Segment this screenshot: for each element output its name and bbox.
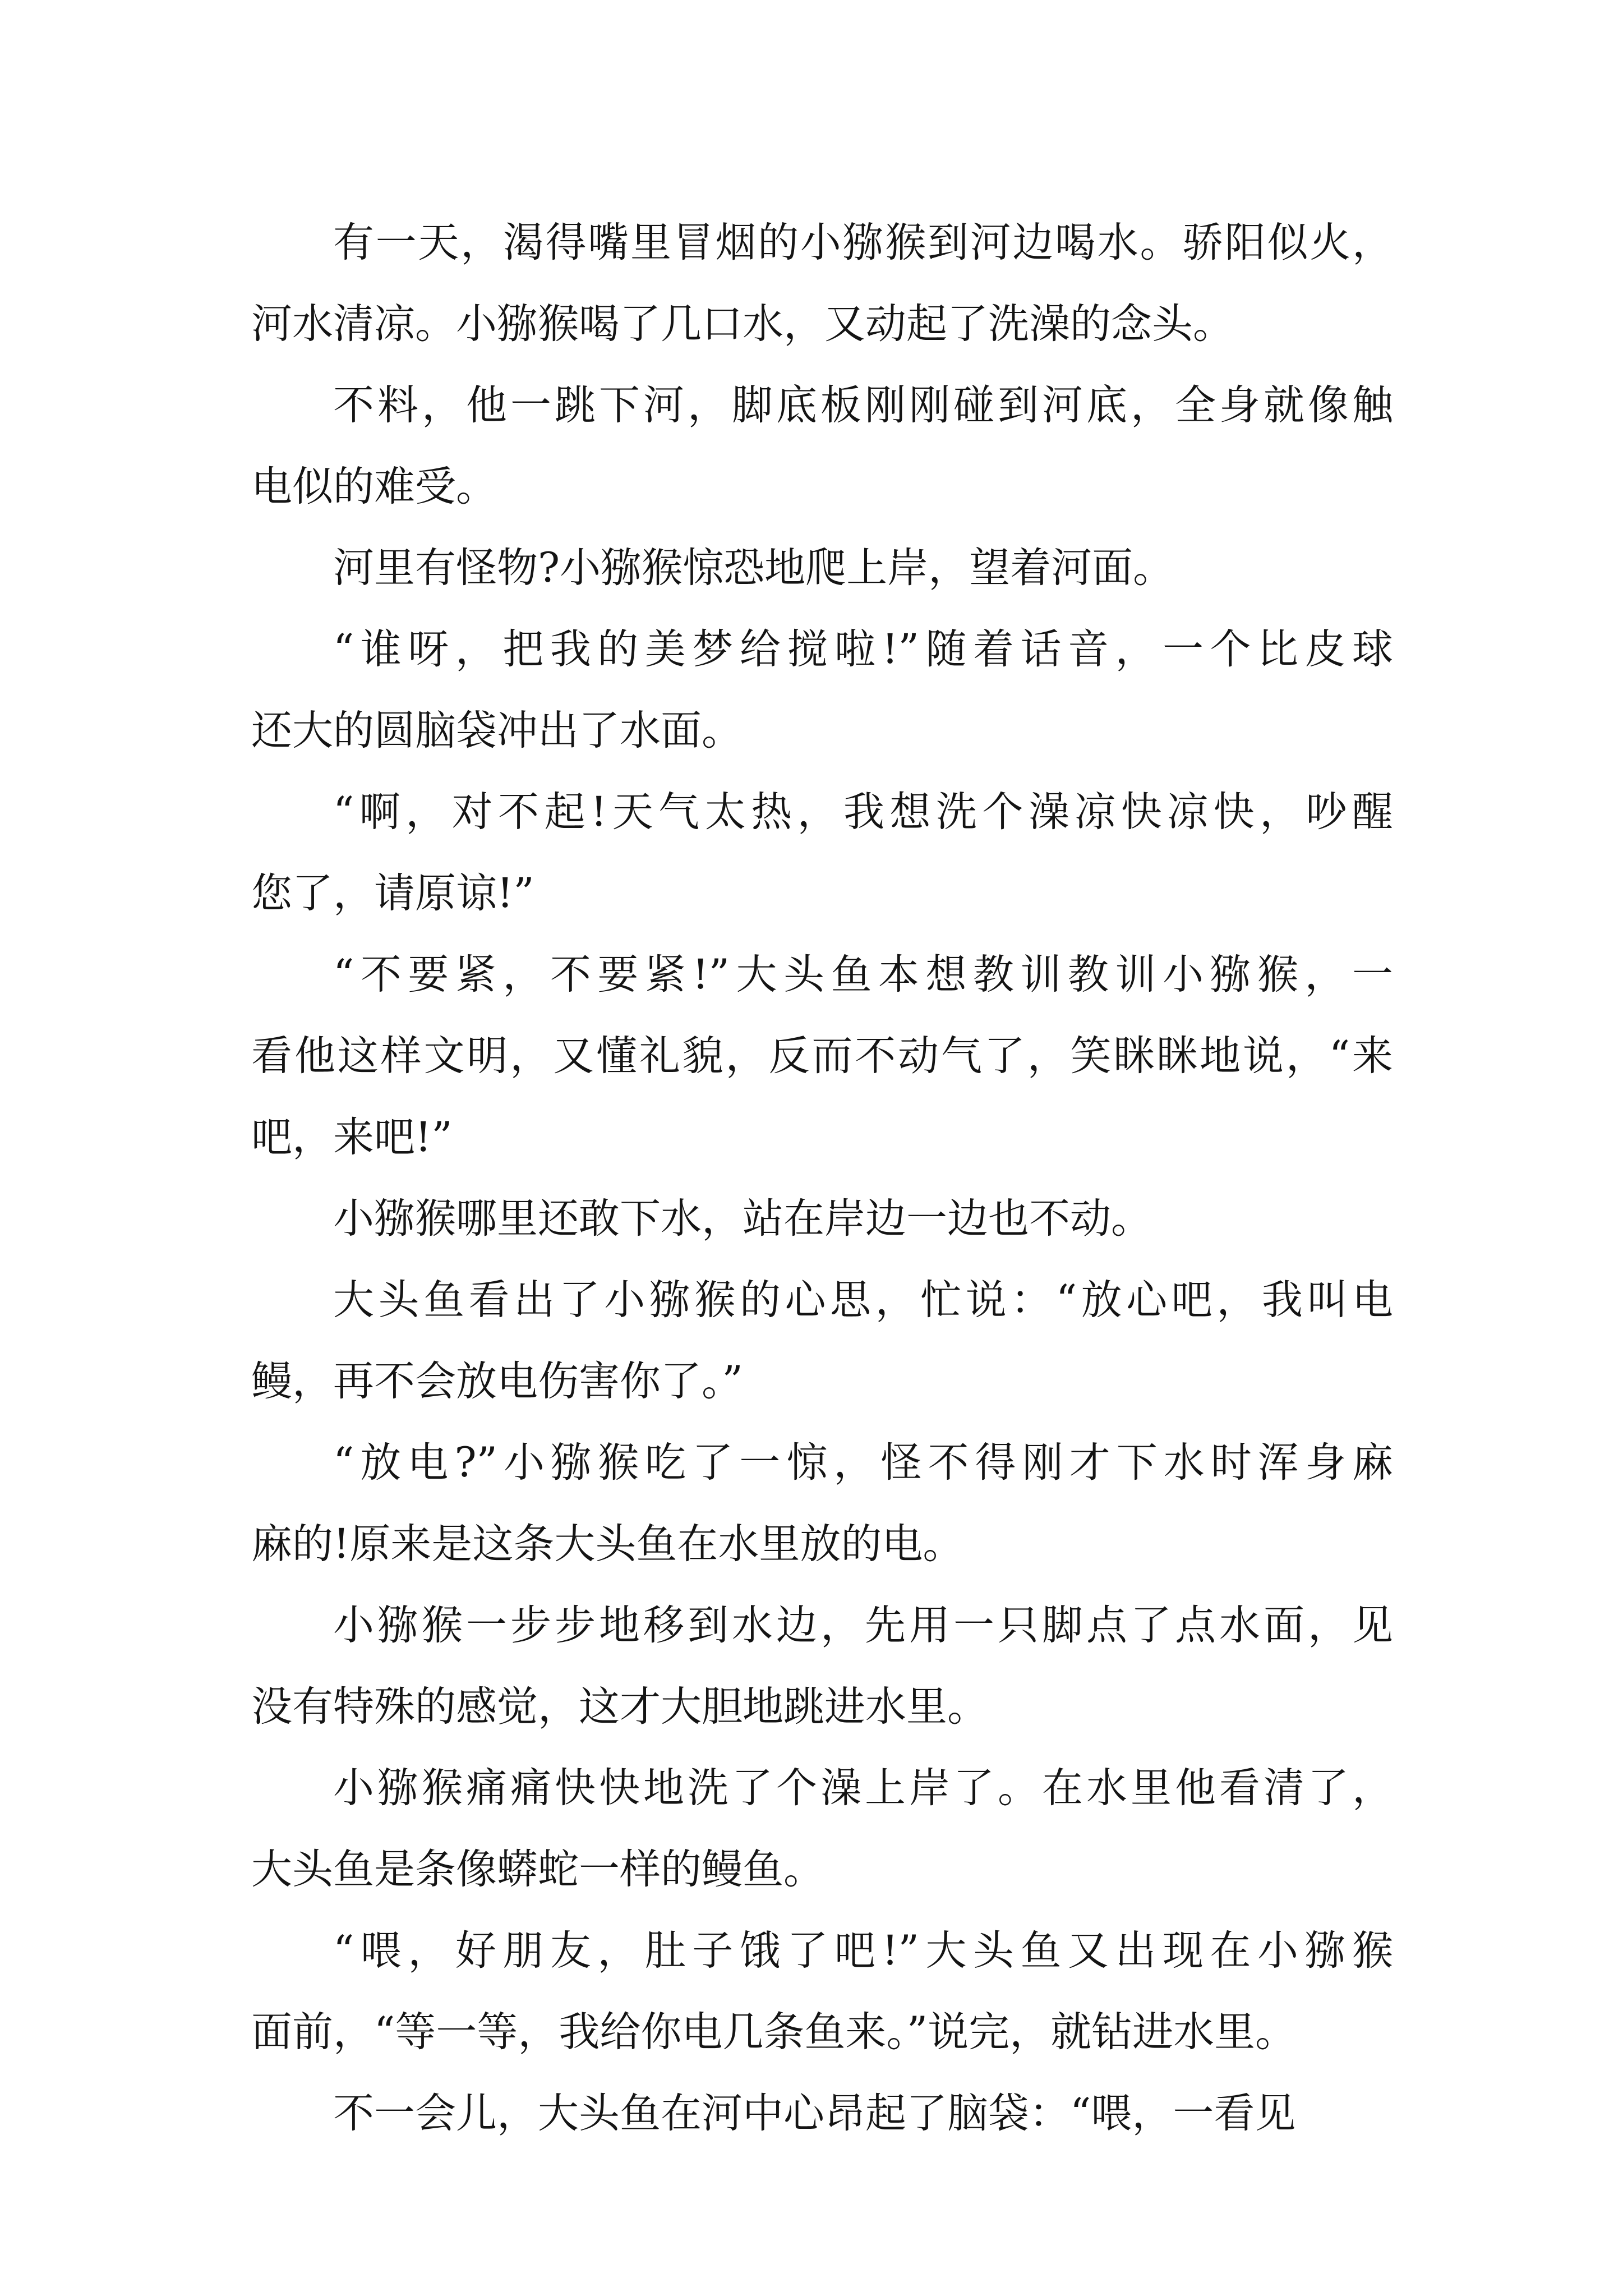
- text-line: “放电?”小猕猴吃了一惊，怪不得刚才下水时浑身麻: [333, 1439, 1393, 1487]
- text-line: 麻的!原来是这条大头鱼在水里放的电。: [251, 1520, 964, 1568]
- text-line: “喂，好朋友，肚子饿了吧!”大头鱼又出现在小猕猴: [333, 1927, 1393, 1975]
- text-line: 没有特殊的感觉，这才大胆地跳进水里。: [251, 1683, 988, 1731]
- text-line: 河水清凉。小猕猴喝了几口水，又动起了洗澡的念头。: [251, 300, 1234, 348]
- paragraph: [251, 934, 1393, 1178]
- paragraph: [251, 365, 1393, 527]
- text-line: 河里有怪物?小猕猴惊恐地爬上岸，望着河面。: [333, 544, 1174, 592]
- paragraph: [251, 2073, 1393, 2154]
- text-line: 不料，他一跳下河，脚底板刚刚碰到河底，全身就像触: [333, 381, 1393, 429]
- paragraph: [251, 1259, 1393, 1422]
- paragraph: [251, 609, 1393, 771]
- paragraph: [251, 1910, 1393, 2073]
- paragraph: [251, 771, 1393, 934]
- paragraph: [251, 1422, 1393, 1585]
- text-line: 小猕猴一步步地移到水边，先用一只脚点了点水面，见: [333, 1602, 1393, 1649]
- text-line: 大头鱼是条像蟒蛇一样的鳗鱼。: [251, 1846, 824, 1893]
- text-line: 还大的圆脑袋冲出了水面。: [251, 707, 743, 754]
- text-line: 鳗，再不会放电伤害你了。”: [251, 1358, 743, 1405]
- paragraph: [251, 1585, 1393, 1747]
- paragraph: [251, 1747, 1393, 1910]
- paragraph: [251, 527, 1393, 609]
- story-text: [251, 202, 1393, 2154]
- text-line: 吧，来吧!”: [251, 1114, 453, 1161]
- text-line: “啊，对不起!天气太热，我想洗个澡凉快凉快，吵醒: [333, 788, 1393, 836]
- text-line: 电似的难受。: [251, 463, 497, 510]
- text-line: 不一会儿，大头鱼在河中心昂起了脑袋：“喂，一看见: [333, 2090, 1296, 2137]
- text-line: 小猕猴哪里还敢下水，站在岸边一边也不动。: [333, 1195, 1152, 1243]
- text-line: “不要紧，不要紧!”大头鱼本想教训教训小猕猴，一: [333, 951, 1393, 999]
- text-line: 看他这样文明，又懂礼貌，反而不动气了，笑眯眯地说，“来: [251, 1032, 1393, 1080]
- text-line: 有一天，渴得嘴里冒烟的小猕猴到河边喝水。骄阳似火，: [333, 219, 1393, 266]
- text-line: “谁呀，把我的美梦给搅啦!”随着话音，一个比皮球: [333, 625, 1393, 673]
- paragraph: [251, 202, 1393, 365]
- text-line: 您了，请原谅!”: [251, 869, 534, 917]
- paragraph: [251, 1178, 1393, 1259]
- text-line: 面前，“等一等，我给你电几条鱼来。”说完，就钻进水里。: [251, 2008, 1297, 2056]
- text-line: 大头鱼看出了小猕猴的心思，忙说：“放心吧，我叫电: [333, 1276, 1393, 1324]
- text-line: 小猕猴痛痛快快地洗了个澡上岸了。在水里他看清了，: [333, 1764, 1393, 1812]
